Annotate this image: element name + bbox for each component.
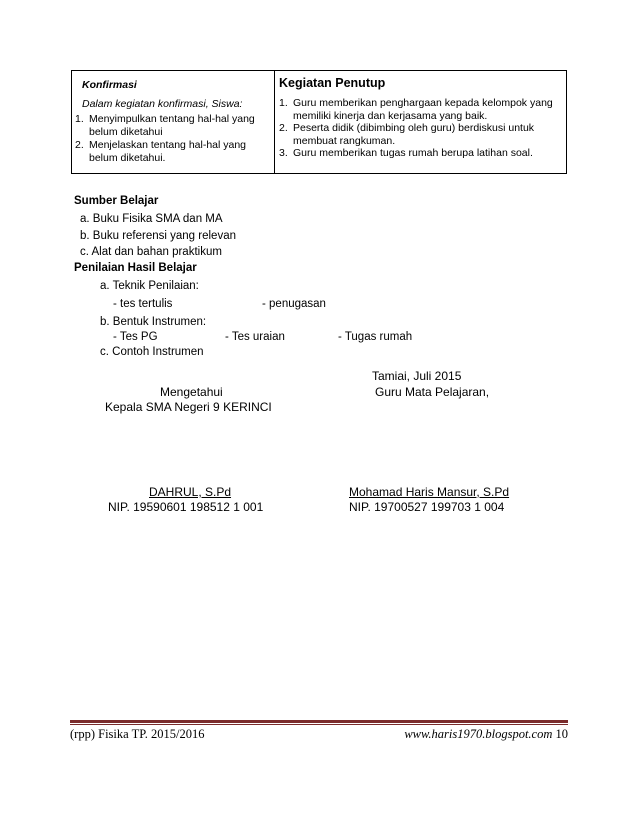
footer-rule-thin bbox=[70, 724, 568, 725]
bentuk-item: - Tes PG bbox=[113, 331, 158, 343]
penilaian-heading: Penilaian Hasil Belajar bbox=[74, 262, 197, 274]
penutup-title: Kegiatan Penutup bbox=[279, 76, 386, 90]
sumber-item: c. Alat dan bahan praktikum bbox=[80, 246, 222, 258]
penutup-list bbox=[279, 97, 559, 160]
left-signer-name: DAHRUL, S.Pd bbox=[149, 485, 232, 499]
bentuk-item: - Tugas rumah bbox=[338, 331, 413, 343]
footer-site: www.haris1970.blogspot.com bbox=[404, 727, 553, 741]
activity-table bbox=[71, 70, 567, 174]
sumber-heading: Sumber Belajar bbox=[74, 195, 159, 207]
konfirmasi-intro: Dalam kegiatan konfirmasi, Siswa: bbox=[82, 98, 243, 110]
konfirmasi-item: 2. Menjelaskan tentang hal-hal yang belum diketahui. bbox=[75, 139, 247, 164]
bentuk-item: - Tes uraian bbox=[225, 331, 285, 343]
teknik-item: - penugasan bbox=[262, 298, 326, 310]
table-divider bbox=[274, 71, 275, 173]
footer-doc-title: (rpp) Fisika TP. 2015/2016 bbox=[70, 727, 205, 741]
penutup-item: 1. Guru memberikan penghargaan kepada kelompok yang memiliki kinerja dan kerjasama yang baik. bbox=[279, 97, 553, 122]
left-label: Mengetahui bbox=[160, 385, 223, 399]
contoh-instrumen: c. Contoh Instrumen bbox=[100, 346, 204, 358]
right-signer-name: Mohamad Haris Mansur, S.Pd bbox=[349, 485, 510, 499]
right-role: Guru Mata Pelajaran, bbox=[375, 385, 490, 399]
penutup-item: 2. Peserta didik (dibimbing oleh guru) berdiskusi untuk membuat rangkuman. bbox=[279, 122, 535, 147]
place-date: Tamiai, Juli 2015 bbox=[372, 369, 462, 383]
bentuk-instrumen: b. Bentuk Instrumen: bbox=[100, 316, 207, 328]
footer-right bbox=[404, 727, 568, 742]
konfirmasi-item: 1. Menyimpulkan tentang hal-hal yang belum diketahui bbox=[75, 113, 255, 138]
teknik-penilaian: a. Teknik Penilaian: bbox=[100, 280, 199, 292]
left-signer-nip: NIP. 19590601 198512 1 001 bbox=[108, 500, 264, 514]
konfirmasi-list bbox=[75, 113, 263, 164]
left-role: Kepala SMA Negeri 9 KERINCI bbox=[105, 400, 272, 414]
penutup-item: 3. Guru memberikan tugas rumah berupa latihan soal. bbox=[279, 147, 533, 159]
teknik-item: - tes tertulis bbox=[113, 298, 173, 310]
konfirmasi-title: Konfirmasi bbox=[82, 79, 137, 91]
footer-rule bbox=[70, 720, 568, 723]
sumber-item: a. Buku Fisika SMA dan MA bbox=[80, 213, 223, 225]
sumber-item: b. Buku referensi yang relevan bbox=[80, 230, 236, 242]
page-number: 10 bbox=[555, 727, 568, 741]
right-signer-nip: NIP. 19700527 199703 1 004 bbox=[349, 500, 505, 514]
